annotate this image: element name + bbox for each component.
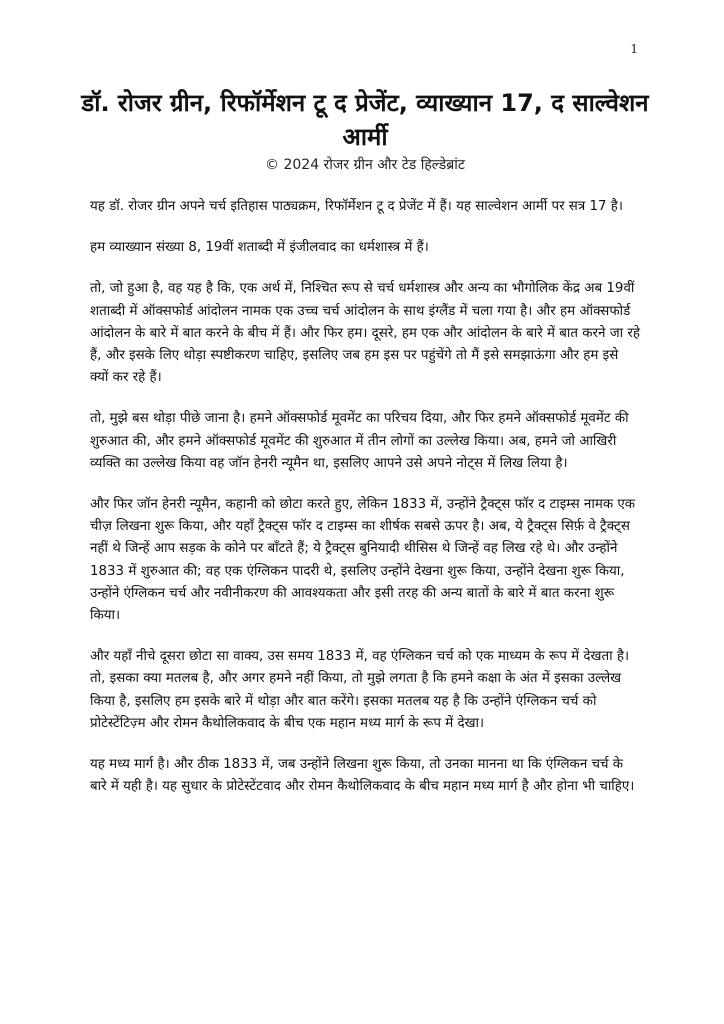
paragraph-1: यह डॉ. रोजर ग्रीन अपने चर्च इतिहास पाठ्यक्रम, रिफॉर्मेशन टू द प्रेजेंट में हैं। यह साल्वेशन आर्मी पर सत्र 17 है। <box>90 199 623 214</box>
paragraph-4: तो, मुझे बस थोड़ा पीछे जाना है। हमने ऑक्सफोर्ड मूवमेंट का परिचय दिया, और फिर हमने ऑक्सफोर्ड मूवमेंट की शुरुआत की, और हमने ऑक्सफोर्ड मूवमेंट की शुरुआत में तीन लोगों का उल्लेख किया। अब, हमने जो आखिरी व्यक्ति का उल्लेख किया वह जॉन हेनरी न्यूमैन था, इसलिए आपने उसे अपने नोट्स में लिख लिया है। <box>90 411 629 471</box>
page-number: 1 <box>630 42 638 56</box>
paragraph-2: हम व्याख्यान संख्या 8, 19वीं शताब्दी में इंजीलवाद का धर्मशास्त्र में हैं। <box>90 240 429 256</box>
paragraph-6: और यहाँ नीचे दूसरा छोटा सा वाक्य, उस समय 1833 में, वह एंग्लिकन चर्च को एक माध्यम के रूप में देखता है। तो, इसका क्या मतलब है, और अगर हमने नहीं किया, तो मुझे लगता है कि हमने कक्षा के अंत में इसका उल्लेख किया है, इसलिए हम इसके बारे में थोड़ा और बात करेंगे। इसका मतलब यह है कि उन्होंने एंग्लिकन चर्च को प्रोटेस्टेंटिज़्म और रोमन कैथोलिकवाद के बीच एक महान मध्य मार्ग के रूप में देखा। <box>90 649 630 731</box>
paragraph-5: और फिर जॉन हेनरी न्यूमैन, कहानी को छोटा करते हुए, लेकिन 1833 में, उन्होंने ट्रैक्ट्स फॉर द टाइम्स नामक एक चीज़ लिखना शुरू किया, और यहाँ ट्रैक्ट्स फॉर द टाइम्स का शीर्षक सबसे ऊपर है। अब, ये ट्रैक्ट्स सिर्फ़ वे ट्रैक्ट्स नहीं थे जिन्हें आप सड़क के कोने पर बाँटते हैं; ये ट्रैक्ट्स बुनियादी थीसिस थे जिन्हें वह लिख रहे थे। और उन्होंने 1833 में शुरुआत की; वह एक एंग्लिकन पादरी थे, इसलिए उन्होंने देखना शुरू किया, उन्होंने देखना शुरू किया, उन्होंने एंग्लिकन चर्च और नवीनीकरण की आवश्यकता और इसी तरह की अन्य बातों के बारे में बात करना शुरू किया। <box>90 497 636 624</box>
paragraph-7: यह मध्य मार्ग है। और ठीक 1833 में, जब उन्होंने लिखना शुरू किया, तो उनका मानना था कि एंग्लिकन चर्च के बारे में यही है। यह सुधार के प्रोटेस्टेंटवाद और रोमन कैथोलिकवाद के बीच महान मध्य मार्ग है और होना भी चाहिए। <box>90 757 635 795</box>
body-text <box>90 196 640 817</box>
document-title: डॉ. रोजर ग्रीन, रिफॉर्मेशन टू द प्रेजेंट, व्याख्यान 17, द साल्वेशन आर्मी <box>81 89 649 151</box>
copyright-line: © 2024 रोजर ग्रीन और टेड हिल्डेब्रांट <box>265 157 465 173</box>
paragraph-3: तो, जो हुआ है, वह यह है कि, एक अर्थ में, निश्चित रूप से चर्च धर्मशास्त्र और अन्य का भौगोलिक केंद्र अब 19वीं शताब्दी में ऑक्सफोर्ड आंदोलन नामक एक उच्च चर्च आंदोलन के साथ इंग्लैंड में चला गया है। और हम ऑक्सफोर्ड आंदोलन के बारे में बात करने के बीच में हैं। और फिर हम। दूसरे, हम एक और आंदोलन के बारे में बात करने जा रहे हैं, और इसके लिए थोड़ा स्पष्टीकरण चाहिए, इसलिए जब हम इस पर पहुंचेंगे तो मैं इसे समझाऊंगा और हम इसे क्यों कर रहे हैं। <box>90 281 640 386</box>
